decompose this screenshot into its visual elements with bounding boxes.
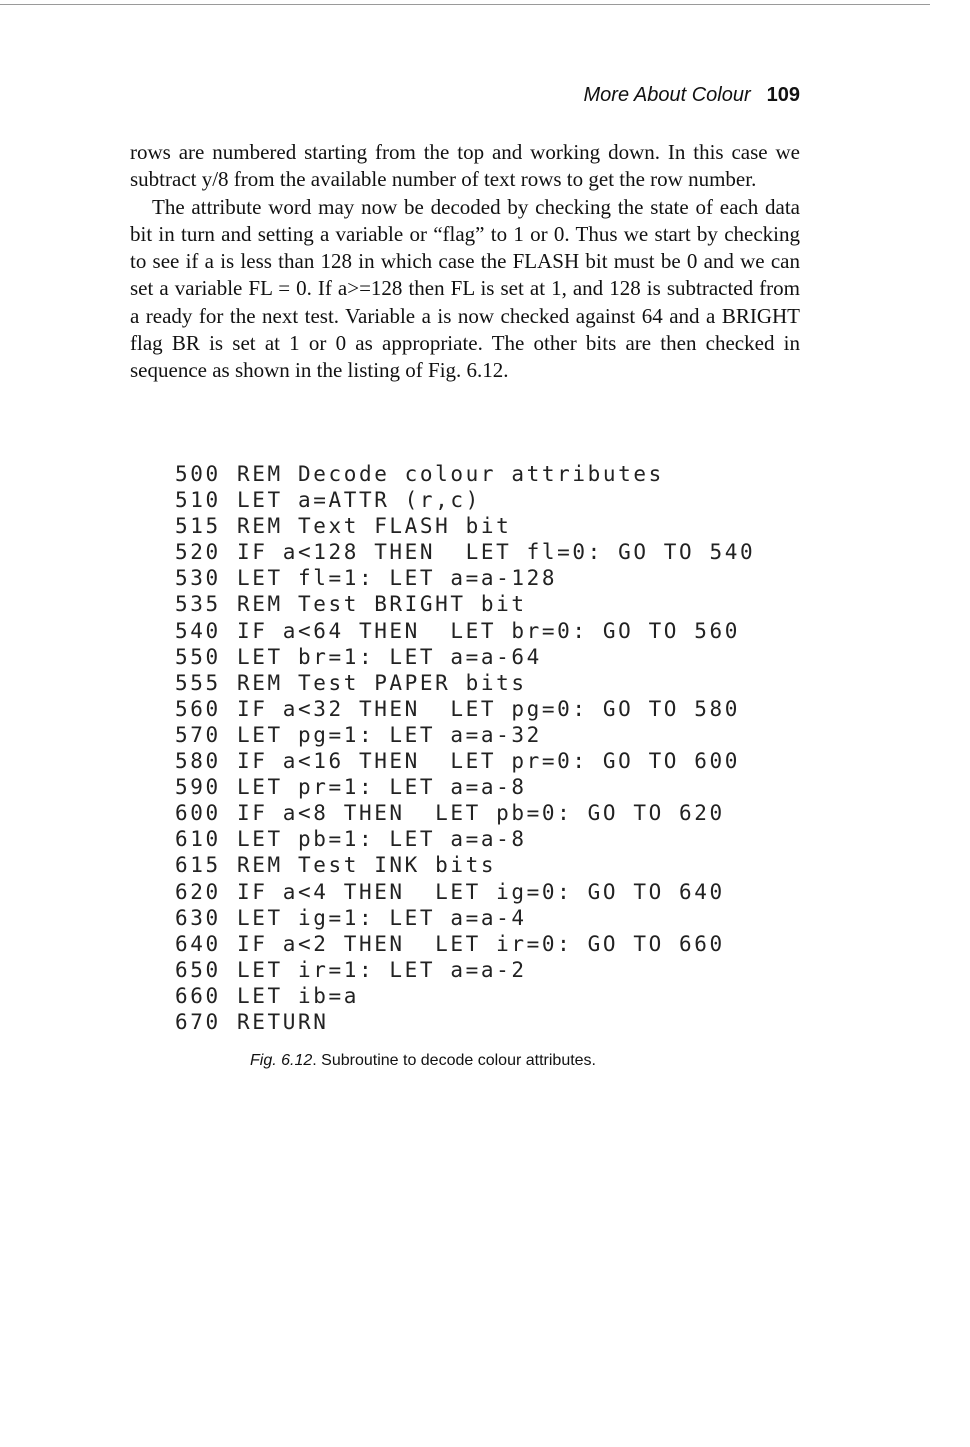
running-head xyxy=(130,81,800,109)
code-line xyxy=(175,722,755,748)
top-rule xyxy=(0,4,930,5)
line-code: REM Test BRIGHT bit xyxy=(237,592,527,617)
line-code: REM Test PAPER bits xyxy=(237,670,527,695)
code-line xyxy=(175,670,755,696)
code-line xyxy=(175,800,755,826)
line-code: IF a<16 THEN LET pr=0: GO TO 600 xyxy=(237,749,741,774)
line-code: LET ib=a xyxy=(237,983,359,1008)
code-line xyxy=(175,852,755,878)
section-title: More About Colour xyxy=(583,84,751,106)
line-number: 615 xyxy=(175,853,221,878)
line-code: IF a<128 THEN LET fl=0: GO TO 540 xyxy=(237,540,756,565)
line-code: LET fl=1: LET a=a-128 xyxy=(237,566,558,591)
paragraph: rows are numbered starting from the top and working down. In this case we subtract y/8 from the available number of text rows to get the row number. xyxy=(130,140,800,192)
line-number: 650 xyxy=(175,957,221,982)
figure-caption xyxy=(250,1050,596,1072)
line-number: 520 xyxy=(175,540,221,565)
line-code: LET pr=1: LET a=a-8 xyxy=(237,775,527,800)
line-code: LET a=ATTR (r,c) xyxy=(237,488,481,513)
code-line xyxy=(175,957,755,983)
code-line xyxy=(175,539,755,565)
line-code: IF a<64 THEN LET br=0: GO TO 560 xyxy=(237,618,741,643)
line-number: 620 xyxy=(175,879,221,904)
body-text xyxy=(130,139,800,385)
line-number: 540 xyxy=(175,618,221,643)
line-code: LET ig=1: LET a=a-4 xyxy=(237,905,527,930)
line-code: RETURN xyxy=(237,1009,329,1034)
line-code: REM Decode colour attributes xyxy=(237,462,664,486)
line-number: 535 xyxy=(175,592,221,617)
line-number: 560 xyxy=(175,696,221,721)
code-line xyxy=(175,696,755,722)
line-number: 590 xyxy=(175,775,221,800)
line-code: LET pg=1: LET a=a-32 xyxy=(237,722,542,747)
line-number: 660 xyxy=(175,983,221,1008)
code-line xyxy=(175,905,755,931)
line-number: 670 xyxy=(175,1009,221,1034)
line-code: LET br=1: LET a=a-64 xyxy=(237,644,542,669)
line-code: IF a<4 THEN LET ig=0: GO TO 640 xyxy=(237,879,725,904)
line-number: 550 xyxy=(175,644,221,669)
line-code: IF a<32 THEN LET pg=0: GO TO 580 xyxy=(237,696,741,721)
line-number: 530 xyxy=(175,566,221,591)
code-line xyxy=(175,513,755,539)
line-number: 515 xyxy=(175,514,221,539)
line-number: 510 xyxy=(175,488,221,513)
line-code: IF a<8 THEN LET pb=0: GO TO 620 xyxy=(237,801,725,826)
code-line xyxy=(175,748,755,774)
line-code: LET pb=1: LET a=a-8 xyxy=(237,827,527,852)
line-code: LET ir=1: LET a=a-2 xyxy=(237,957,527,982)
code-listing xyxy=(175,461,755,1035)
code-line xyxy=(175,1009,755,1035)
code-line xyxy=(175,826,755,852)
paragraph: The attribute word may now be decoded by checking the state of each data bit in turn and setting a variable or “flag” to 1 or 0. Thus we start by checking to see if a is less than 128 in which case the FLASH bit must be 0 and we can set a variable FL = 0. If a>=128 then FL is set at 1, and 128 is subtracted from a ready for the next test. Variable a is now checked against 64 and a BRIGHT flag BR is set at 1 or 0 as appropriate. The other bits are then checked in sequence as shown in the listing of Fig. 6.12. xyxy=(130,194,800,383)
code-line xyxy=(175,774,755,800)
line-number: 500 xyxy=(175,462,221,486)
line-code: REM Text FLASH bit xyxy=(237,514,512,539)
line-number: 555 xyxy=(175,670,221,695)
code-line xyxy=(175,591,755,617)
line-number: 610 xyxy=(175,827,221,852)
code-line xyxy=(175,983,755,1009)
code-line xyxy=(175,618,755,644)
code-line xyxy=(175,487,755,513)
line-code: REM Test INK bits xyxy=(237,853,497,878)
line-code: IF a<2 THEN LET ir=0: GO TO 660 xyxy=(237,931,725,956)
line-number: 630 xyxy=(175,905,221,930)
code-line xyxy=(175,644,755,670)
caption-text: . Subroutine to decode colour attributes. xyxy=(312,1052,596,1069)
line-number: 570 xyxy=(175,722,221,747)
line-number: 600 xyxy=(175,801,221,826)
figure-label: Fig. 6.12 xyxy=(250,1052,313,1069)
code-line xyxy=(175,461,755,487)
line-number: 640 xyxy=(175,931,221,956)
code-line xyxy=(175,931,755,957)
page-number: 109 xyxy=(766,84,800,106)
code-line xyxy=(175,879,755,905)
code-line xyxy=(175,565,755,591)
line-number: 580 xyxy=(175,749,221,774)
